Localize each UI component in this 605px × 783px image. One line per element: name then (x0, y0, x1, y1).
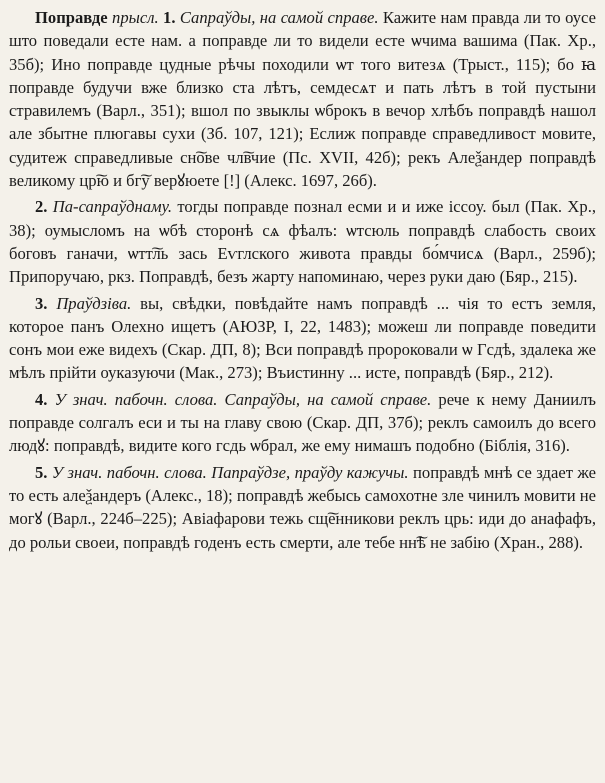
sense-2 (9, 195, 596, 288)
sense-number: 5. (35, 462, 48, 482)
part-of-speech: прысл. (112, 8, 159, 27)
sense-gloss: У знач. пабочн. слова. Папраўдзе, праўду кажучы. (51, 462, 409, 482)
sense-number: 4. (35, 389, 48, 409)
sense-gloss: У знач. пабочн. слова. Сапраўды, на самой справе. (54, 389, 432, 409)
sense-examples: рече к нему Даниилъ поправде солгалъ еси и ты на главу свою (Скар. ДП, 37б); реклъ самоилъ до всего людꙋ: поправдѣ, видите кого гсдь ѡбрал, же ему нимашъ подобно (Біблія, 316). (9, 389, 596, 456)
headword: Поправде (35, 8, 108, 27)
sense-examples: тогды поправде познал есми и и иже іссоу. был (Пак. Хр., 38); оумысломъ на ѡбѣ сторонѣ сѧ фѣалъ: ѡтсюль поправдѣ слабость своих боговъ ганачи, ѡтт͠ль зась Еѵглского живота правды бо́мчисѧ (Варл., 259б); Припоручаю, ркз. Поправдѣ, безъ жарту напоминаю, через руки даю (Бяр., 215). (9, 197, 596, 287)
sense-number: 2. (35, 197, 48, 217)
sense-gloss: Сапраўды, на самой справе. (179, 8, 379, 27)
sense-number: 1. (163, 8, 176, 27)
sense-5 (9, 461, 596, 554)
sense-3 (9, 292, 596, 385)
sense-number: 3. (35, 293, 48, 313)
sense-gloss: Праўдзіва. (56, 293, 132, 313)
sense-gloss: Па-сапраўднаму. (52, 197, 173, 217)
sense-examples: Кажите нам правда ли то оусе што поведали есте нам. а поправде ли то видели есте ѡчима вашима (Пак. Хр., 35б); Ино поправде цудные рѣчы походили ѡт того витезѧ (Трыст., 115); бо ꙗ поправде будучи вже близко ста лѣтъ, семдесѧт и пать лѣтъ в той пустыни стравилемъ (Варл., 351); вшол по звыклы ѡброкъ в вечор хлѣбъ поправдѣ нашол але збытне плюгавы сухи (Зб. 107, 121); Еслиж поправде справедливост мовите, судитеж справедливые сн͠ове чл͠вчие (Пс. XVII, 42б); рекъ Алеѯандер поправдѣ великому цр͠ю и бг͠у верꙋюете [!] (Алекс. 1697, 26б). (9, 8, 596, 191)
sense-examples: вы, свѣдки, повѣдайте намъ поправдѣ ... чія то естъ земля, которое панъ Олехно ищетъ (АЮЗР, I, 22, 1483); можеш ли поправде поведити сонъ мои еже видехъ (Скар. ДП, 8); Вси поправдѣ пророковали ѡ Гсдѣ, здалека же мѣлъ прійти оуказуючи (Мак., 273); Въистинну ... исте, поправдѣ (Бяр., 212). (9, 293, 596, 383)
sense-examples: поправдѣ мнѣ се здает же то есть алеѯандеръ (Алекс., 18); поправдѣ жебысь самохотне зле чинилъ мовити не могꙋ (Варл., 224б–225); Авіафарови тежь сщ͠енникови реклъ црь: иди до анафафъ, до рольи своеи, поправдѣ годенъ есть смерти, але тебе нн͠ѣ не забію (Хран., 288). (9, 462, 596, 552)
sense-1 (9, 6, 596, 192)
sense-4 (9, 388, 596, 458)
